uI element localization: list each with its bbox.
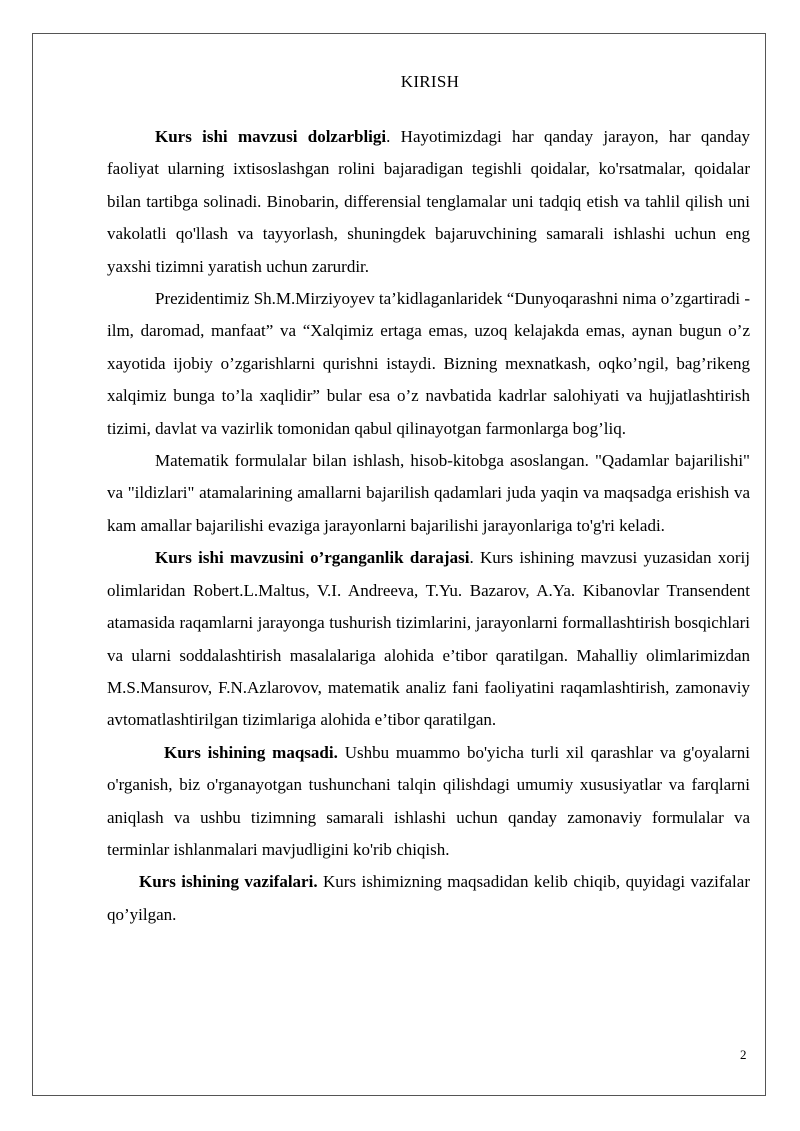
- paragraph-heading: Kurs ishi mavzusi dolzarbligi: [155, 127, 387, 146]
- paragraph-text: . Kurs ishining mavzusi yuzasidan xorij olimlaridan Robert.L.Maltus, V.I. Andreeva, T.Yu. Bazarov, A.Ya. Kibanovlar Transendent atamasida raqamlarni jarayonga tushurish tizimlarini, jarayonlarni formallashtirish bosqichlari va ularni soddalashtirish masalalariga alohida e’tibor qaratilgan. Mahalliy olimlarimizdan M.S.Mansurov, F.N.Azlarovov, matematik analiz fani faoliyatini raqamlashtirish, zamonaviy avtomatlashtirilgan tizimlariga alohida e’tibor qaratilgan.: [107, 548, 750, 730]
- paragraph-heading: Kurs ishi mavzusini o’rganganlik darajasi: [155, 548, 470, 568]
- page-number: 2: [740, 1047, 747, 1062]
- paragraph-text: Ushbu muammo bo'yicha turli xil qarashlar va g'oyalarni o'rganish, biz o'rganayotgan tushunchani talqin qilishdagi umumiy xususiyatlar va farqlarni aniqlash va ushbu tizimning samarali ishlashi uchun qanday zamonaviy formulalar va terminlar ishlanmalari mavjudligini ko'rib chiqish.: [107, 742, 750, 859]
- paragraph-heading: Kurs ishining maqsadi.: [164, 742, 338, 762]
- paragraph-tasks: [107, 866, 750, 931]
- paragraph-study-level: [107, 542, 750, 736]
- paragraph-relevance: [107, 121, 750, 283]
- document-body: [107, 121, 750, 931]
- paragraph-president-quote: [107, 283, 750, 445]
- paragraph-goal: [107, 737, 750, 867]
- paragraph-text: Kurs ishimizning maqsadidan kelib chiqib, quyidagi vazifalar qo’yilgan.: [107, 872, 750, 924]
- page-title: KIRISH: [400, 72, 460, 91]
- paragraph-formulas: [107, 445, 750, 542]
- paragraph-text: Matematik formulalar bilan ishlash, hisob-kitobga asoslangan. "Qadamlar bajarilishi" va "ildizlari" atamalarining amallarni bajarilish qadamlari juda yaqin va maqsadga erishish va kam amallar bajarilishi evaziga jarayonlarni bajarilishi jarayonlariga to'g'ri keladi.: [107, 451, 750, 535]
- paragraph-text: Prezidentimiz Sh.M.Mirziyoyev ta’kidlaganlaridek “Dunyoqarashni nima o’zgartiradi - ilm, daromad, manfaat” va “Xalqimiz ertaga emas, uzoq kelajakda emas, aynan bugun o’z xayotida ijobiy o’zgarishlarni qurishni istaydi. Bizning mexnatkash, oqko’ngil, bag’rikeng xalqimiz bunga to’la xaqlidir” bular esa o’z navbatida kadrlar salohiyati va hujjatlashtirish tizimi, davlat va vazirlik tomonidan qabul qilinayotgan farmonlarga bog’liq.: [107, 289, 750, 438]
- paragraph-text: . Hayotimizdagi har qanday jarayon, har qanday faoliyat ularning ixtisoslashgan rolini bajaradigan tegishli qoidalar, ko'rsatmalar, qoidalar bilan tartibga solinadi. Binobarin, differensial tenglamalar uni tadqiq etish va tahlil qilish uni vakolatli qo'llash va tayyorlash, shuningdek bajaruvchining samarali ishlashi uchun eng yaxshi tizimni yaratish uchun zarurdir.: [107, 127, 750, 276]
- paragraph-heading: Kurs ishining vazifalari.: [139, 872, 318, 892]
